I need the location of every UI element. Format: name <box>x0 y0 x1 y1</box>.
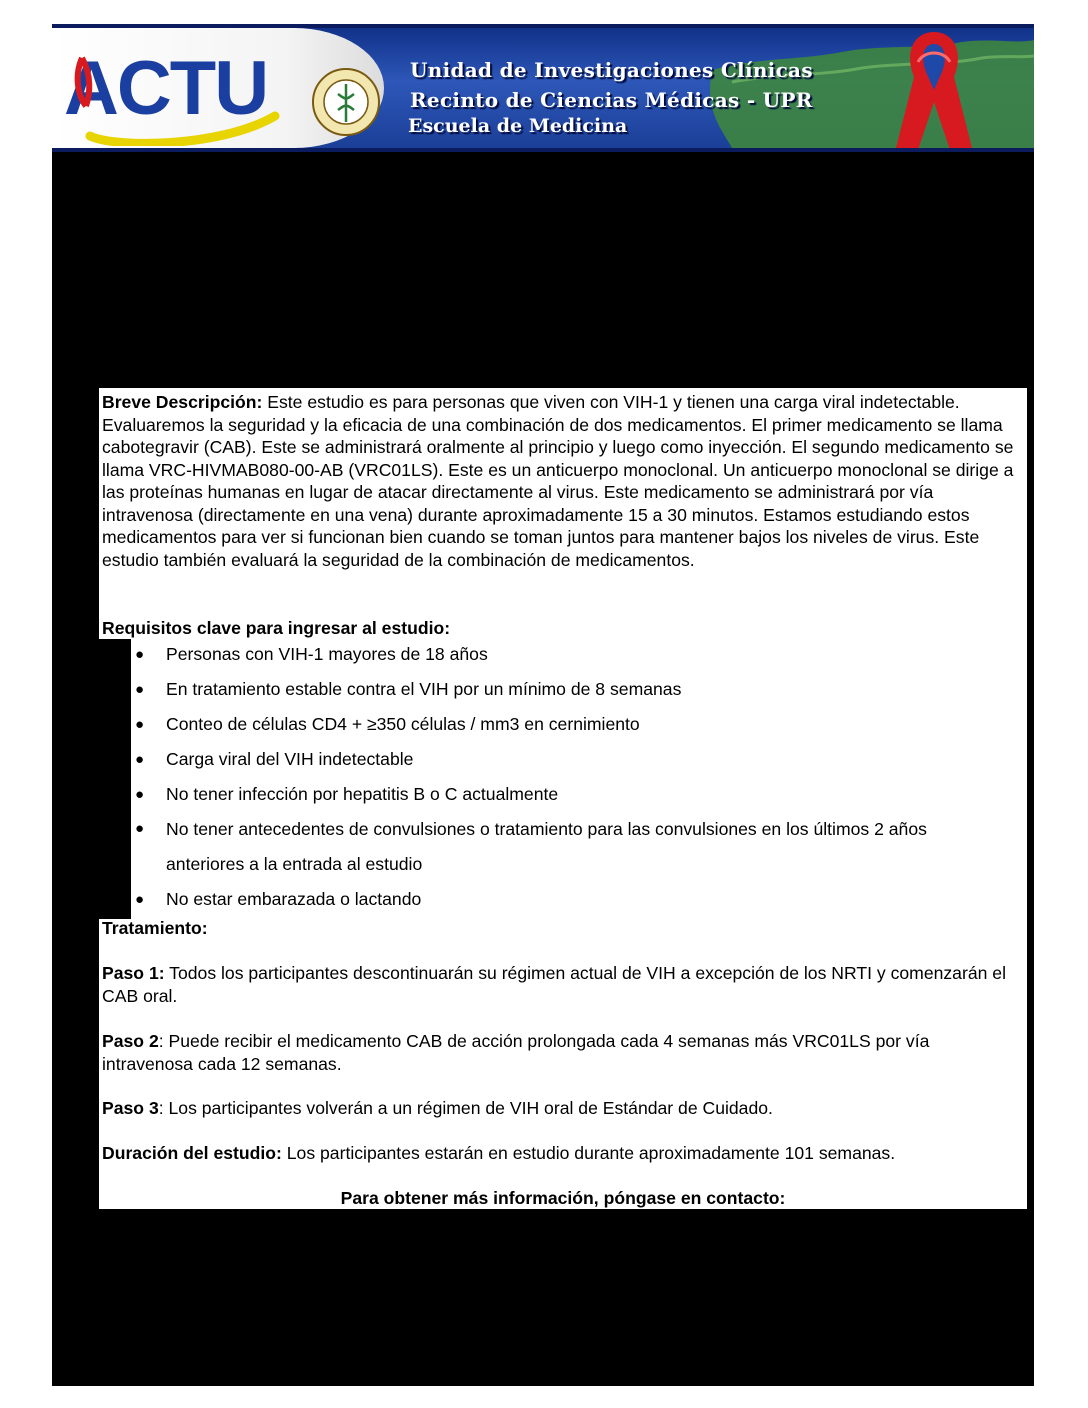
step1-label: Paso 1: <box>102 963 165 983</box>
requirement-text: No estar embarazada o lactando <box>166 889 422 909</box>
list-item <box>99 882 1027 917</box>
treatment-heading: Tratamiento: <box>102 918 208 938</box>
step2-text: : Puede recibir el medicamento CAB de acción prolongada cada 4 semanas más VRC01LS por vía intravenosa cada 12 semanas. <box>102 1031 930 1074</box>
contact-heading: Para obtener más información, póngase en contacto: <box>340 1188 786 1208</box>
duration-label: Duración del estudio: <box>102 1143 282 1163</box>
duration-text: Los participantes estarán en estudio durante aproximadamente 101 semanas. <box>281 1143 896 1163</box>
bullet-icon: ● <box>135 786 145 803</box>
requirement-text: Carga viral del VIH indetectable <box>166 749 414 769</box>
requirement-text: anteriores a la entrada al estudio <box>166 854 423 874</box>
bullet-icon: ● <box>135 891 145 908</box>
description-label: Breve Descripción: <box>102 392 263 412</box>
requirement-text: No tener antecedentes de convulsiones o tratamiento para las convulsiones en los últimos 2 años <box>166 819 927 839</box>
requirement-text: Personas con VIH-1 mayores de 18 años <box>166 644 488 664</box>
step2-label: Paso 2 <box>102 1031 159 1051</box>
list-item <box>99 637 1027 672</box>
description-paragraph <box>102 391 1024 571</box>
step1-text: Todos los participantes descontinuarán su régimen actual de VIH a excepción de los NRTI y comenzarán el CAB oral. <box>102 963 1006 1006</box>
step3-paragraph <box>102 1097 1024 1120</box>
list-item-continuation <box>99 847 1027 882</box>
bullet-icon: ● <box>135 646 145 663</box>
study-summary-box <box>99 388 1027 1209</box>
bullet-icon: ● <box>135 681 145 698</box>
step2-paragraph <box>102 1030 1024 1075</box>
banner-bottom-border <box>52 148 1034 152</box>
header-banner <box>52 24 1034 152</box>
banner-title-line2: Recinto de Ciencias Médicas - UPR <box>410 88 813 112</box>
bullet-icon: ● <box>135 820 145 837</box>
requirement-text: Conteo de células CD4 + ≥350 células / mm3 en cernimiento <box>166 714 640 734</box>
logo-panel <box>52 28 384 148</box>
description-text: Este estudio es para personas que viven con VIH-1 y tienen una carga viral indetectable. Evaluaremos la seguridad y la eficacia de una combinación de dos medicamentos. El primer medicamento se llama cabotegravir (CAB). Este se administrará oralmente al principio y luego como inyección. El segundo medicamento se llama VRC-HIVMAB080-00-AB (VRC01LS). Este es un anticuerpo monoclonal. Un anticuerpo monoclonal se dirige a las proteínas humanas en lugar de atacar directamente al virus. Este medicamento se administrará por vía intravenosa (directamente en una vena) durante aproximadamente 15 a 30 minutos. Estamos estudiando estos medicamentos para ver si funcionan bien cuando se toman juntos para mantener bajos los niveles de virus. Este estudio también evaluará la seguridad de la combinación de medicamentos. <box>102 392 1014 570</box>
banner-title-line3: Escuela de Medicina <box>408 115 628 137</box>
list-item <box>99 812 1027 847</box>
requirements-list <box>99 637 1027 917</box>
bullet-icon: ● <box>135 716 145 733</box>
bullet-icon: ● <box>135 751 145 768</box>
escuela-medicina-seal <box>310 66 382 138</box>
duration-paragraph <box>102 1142 1024 1165</box>
list-item <box>99 672 1027 707</box>
requirements-heading: Requisitos clave para ingresar al estudio: <box>102 618 451 638</box>
requirement-text: No tener infección por hepatitis B o C actualmente <box>166 784 559 804</box>
list-item <box>99 707 1027 742</box>
actu-logo <box>60 36 306 146</box>
red-ribbon-icon <box>874 24 994 152</box>
step3-label: Paso 3 <box>102 1098 159 1118</box>
step3-text: : Los participantes volverán a un régimen de VIH oral de Estándar de Cuidado. <box>158 1098 773 1118</box>
svg-text:ACTU: ACTU <box>64 46 268 131</box>
banner-title-line1: Unidad de Investigaciones Clínicas <box>410 58 813 82</box>
requirement-text: En tratamiento estable contra el VIH por un mínimo de 8 semanas <box>166 679 682 699</box>
step1-paragraph <box>102 962 1024 1007</box>
list-item <box>99 777 1027 812</box>
list-item <box>99 742 1027 777</box>
